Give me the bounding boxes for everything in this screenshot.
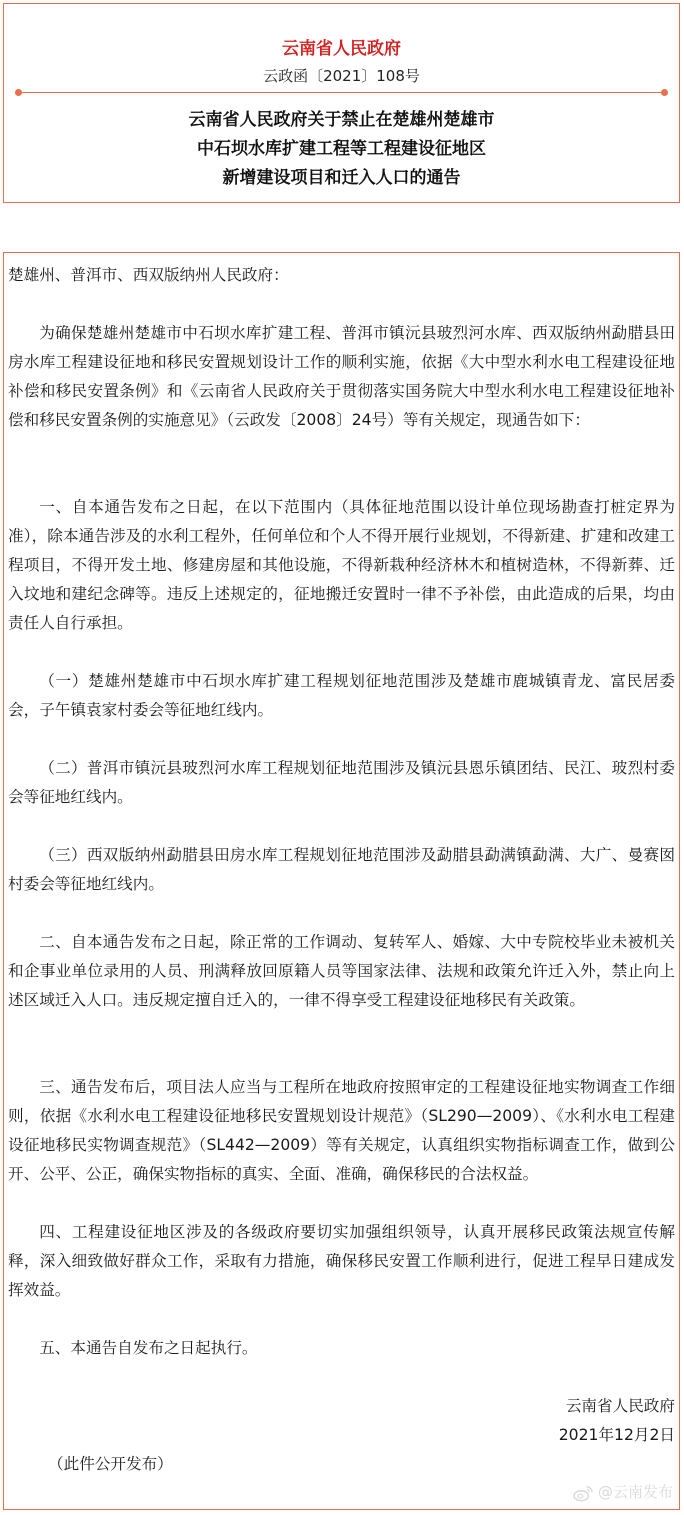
clause-1-item-3: （三）西双版纳州勐腊县田房水库工程规划征地范围涉及勐腊县勐满镇勐满、大广、曼赛囡村委会等征地红线内。 [8, 846, 675, 893]
clause-5: 五、本通告自发布之日起执行。 [39, 1339, 258, 1357]
divider-dot-icon [661, 89, 668, 96]
clause-2: 二、自本通告发布之日起，除正常的工作调动、复转军人、婚嫁、大中专院校毕业未被机关和企事业单位录用的人员、刑满释放回原籍人员等国家法律、法规和政策允许迁入外，禁止向上述区域迁入人口。违反规定擅自迁入的，一律不得享受工程建设征地移民有关政策。 [8, 933, 675, 1009]
clause-1-item-1: （一）楚雄州楚雄市中石坝水库扩建工程规划征地范围涉及楚雄市鹿城镇青龙、富民居委会，子午镇袁家村委会等征地红线内。 [8, 672, 675, 719]
issuer-name: 云南省人民政府 [282, 39, 401, 59]
clause-3: 三、通告发布后，项目法人应当与工程所在地政府按照审定的工程建设征地实物调查工作细则，依据《水利水电工程建设征地移民安置规划设计规范》（SL290—2009）、《水利水电工程建设征地移民实物调查规范》（SL442—2009）等有关规定，认真组织实物指标调查工作，做到公开、公平、公正，确保实物指标的真实、全面、准确，确保移民的合法权益。 [8, 1078, 675, 1183]
document-number: 云政函〔2021〕108号 [263, 67, 420, 85]
salutation: 楚雄州、普洱市、西双版纳州人民政府： [8, 266, 289, 284]
document-body [3, 252, 680, 1510]
signature-date: 2021年12月2日 [558, 1426, 675, 1444]
title-line: 新增建设项目和迁入人口的通告 [222, 168, 461, 188]
watermark [572, 1478, 673, 1507]
preamble-paragraph: 为确保楚雄州楚雄市中石坝水库扩建工程、普洱市镇沅县玻烈河水库、西双版纳州勐腊县田房水库工程建设征地和移民安置规划设计工作的顺利实施，依据《大中型水利水电工程建设征地补偿和移民安置条例》和《云南省人民政府关于贯彻落实国务院大中型水利水电工程建设征地补偿和移民安置条例的实施意见》（云政发〔2008〕24号）等有关规定，现通告如下： [8, 324, 675, 429]
document-title [4, 106, 679, 193]
watermark-text: @云南发布 [597, 1483, 673, 1501]
red-divider [18, 92, 665, 93]
publication-note: （此件公开发布） [48, 1455, 173, 1473]
clause-1: 一、自本通告发布之日起，在以下范围内（具体征地范围以设计单位现场勘查打桩定界为准），除本通告涉及的水利工程外，任何单位和个人不得开展行业规划，不得新建、扩建和改建工程项目，不得开发土地、修建房屋和其他设施，不得新栽种经济林木和植树造林，不得新葬、迁入坟地和建纪念碑等。违反上述规定的，征地搬迁安置时一律不予补偿，由此造成的后果，均由责任人自行承担。 [8, 498, 675, 632]
clause-1-item-2: （二）普洱市镇沅县玻烈河水库工程规划征地范围涉及镇沅县恩乐镇团结、民江、玻烈村委会等征地红线内。 [8, 759, 675, 806]
divider-dot-icon [15, 89, 22, 96]
title-line: 云南省人民政府关于禁止在楚雄州楚雄市 [188, 110, 495, 130]
title-line: 中石坝水库扩建工程等工程建设征地区 [197, 139, 486, 159]
document-header [3, 3, 680, 203]
signature-issuer: 云南省人民政府 [565, 1397, 675, 1415]
clause-4: 四、工程建设征地区涉及的各级政府要切实加强组织领导，认真开展移民政策法规宣传解释，深入细致做好群众工作，采取有力措施，确保移民安置工作顺利进行，促进工程早日建成发挥效益。 [8, 1223, 675, 1299]
weibo-icon [572, 1484, 594, 1502]
